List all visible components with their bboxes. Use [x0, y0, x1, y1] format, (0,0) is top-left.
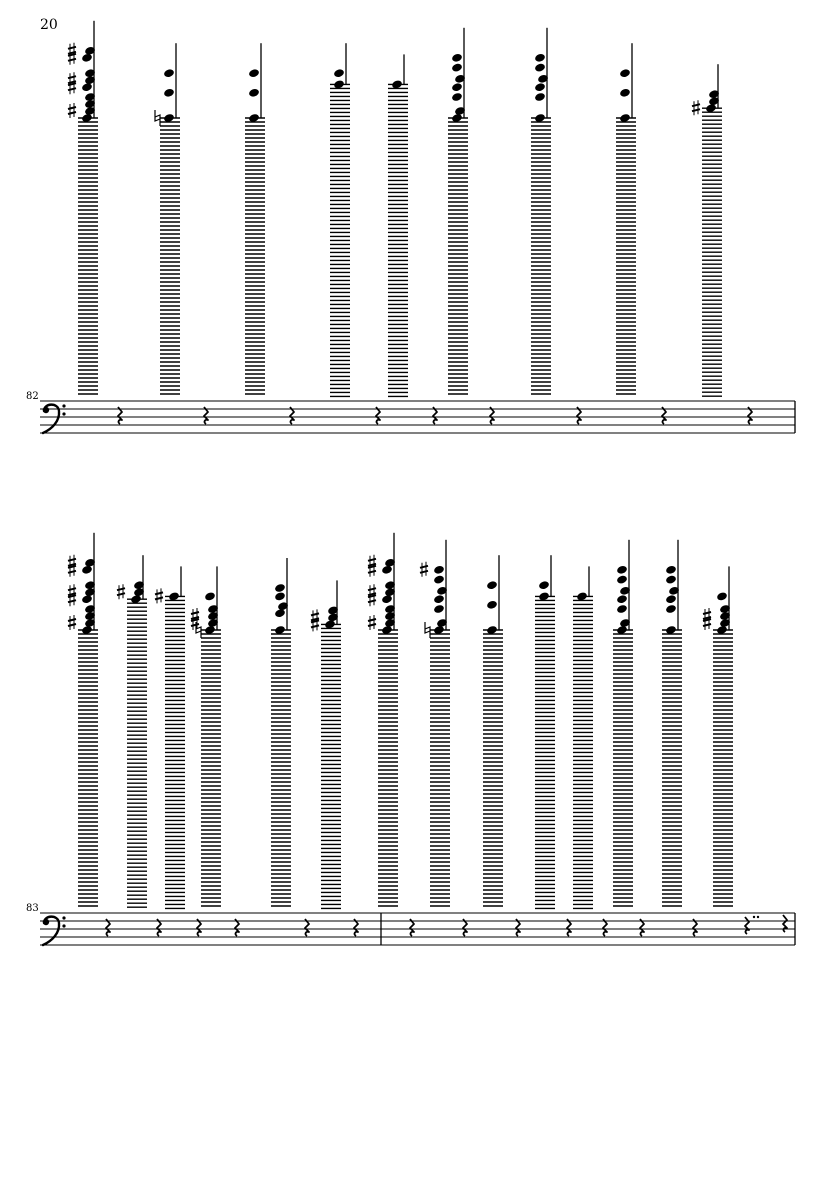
notehead [538, 580, 550, 590]
notehead [716, 591, 728, 601]
notehead [616, 604, 628, 614]
notehead [665, 565, 677, 575]
quarter-rest [640, 919, 644, 936]
sharp-sign [368, 600, 376, 602]
sharp-sign [420, 571, 428, 573]
notehead [619, 88, 631, 98]
notehead [433, 575, 445, 585]
sharp-sign [191, 624, 199, 626]
notehead [81, 594, 93, 604]
notehead [534, 82, 546, 92]
notehead [381, 565, 393, 575]
bass-clef-dot [62, 924, 65, 927]
measure-number-83: 83 [26, 903, 39, 914]
notehead [274, 583, 286, 593]
notehead [81, 565, 93, 575]
quarter-rest [693, 919, 697, 936]
notehead [451, 82, 463, 92]
quarter-rest [567, 919, 571, 936]
sharp-sign [68, 47, 76, 49]
bass-clef-dot [62, 404, 65, 407]
sharp-sign [68, 59, 76, 61]
sharp-sign [68, 559, 76, 561]
notehead [433, 594, 445, 604]
notehead [433, 604, 445, 614]
notehead [163, 88, 175, 98]
sharp-sign [117, 593, 125, 595]
quarter-rest [106, 919, 110, 936]
notehead [619, 68, 631, 78]
notehead [274, 608, 286, 618]
quarter-rest [516, 919, 520, 936]
sharp-sign [368, 624, 376, 626]
system-1 [40, 21, 795, 433]
notehead [433, 565, 445, 575]
notehead [274, 591, 286, 601]
sharp-sign [311, 613, 319, 615]
quarter-rest [290, 407, 294, 424]
quarter-rest [204, 407, 208, 424]
quarter-rest [235, 919, 239, 936]
sharp-sign [191, 612, 199, 614]
sharp-sign [68, 107, 76, 109]
quarter-rest [463, 919, 467, 936]
sharp-sign [68, 88, 76, 90]
notehead [534, 53, 546, 63]
sharp-sign [68, 571, 76, 573]
sharp-sign [68, 112, 76, 114]
notehead [534, 92, 546, 102]
sharp-sign [68, 588, 76, 590]
notehead [163, 68, 175, 78]
notehead [665, 604, 677, 614]
notehead [381, 594, 393, 604]
sharp-sign [703, 624, 711, 626]
notehead [486, 580, 498, 590]
sharp-sign [68, 76, 76, 78]
sharp-sign [420, 566, 428, 568]
quarter-rest [433, 407, 437, 424]
bass-clef-dot [43, 407, 49, 413]
quarter-rest [603, 919, 607, 936]
sharp-sign [311, 625, 319, 627]
notehead [451, 92, 463, 102]
bass-clef-dot [43, 919, 49, 925]
bass-clef-dot [62, 916, 65, 919]
sharp-sign [155, 592, 163, 594]
notehead [534, 63, 546, 73]
notehead [451, 63, 463, 73]
notehead [616, 565, 628, 575]
system-2 [40, 533, 795, 945]
notehead [248, 68, 260, 78]
notehead [333, 68, 345, 78]
quarter-rest [157, 919, 161, 936]
notehead [81, 53, 93, 63]
notehead [665, 594, 677, 604]
sharp-sign [68, 619, 76, 621]
measure-number-82: 82 [26, 391, 39, 402]
quarter-rest [305, 919, 309, 936]
quarter-rest [490, 407, 494, 424]
sharp-sign [368, 588, 376, 590]
sharp-sign [703, 612, 711, 614]
notehead [451, 53, 463, 63]
augmentation-dot [753, 916, 755, 918]
sharp-sign [155, 597, 163, 599]
sharp-sign [368, 559, 376, 561]
quarter-rest [118, 407, 122, 424]
notehead [616, 575, 628, 585]
sharp-sign [368, 571, 376, 573]
page-number: 20 [40, 17, 58, 33]
notehead [204, 591, 216, 601]
augmentation-dot [757, 916, 759, 918]
sharp-sign [68, 600, 76, 602]
notehead [665, 575, 677, 585]
notehead [616, 594, 628, 604]
sharp-sign [368, 619, 376, 621]
quarter-rest [748, 407, 752, 424]
sharp-sign [692, 104, 700, 106]
quarter-rest [197, 919, 201, 936]
notehead [248, 88, 260, 98]
quarter-rest [577, 407, 581, 424]
sharp-sign [692, 109, 700, 111]
quarter-rest [662, 407, 666, 424]
sharp-sign [117, 588, 125, 590]
notehead [486, 600, 498, 610]
bass-clef-dot [62, 412, 65, 415]
quarter-rest [376, 407, 380, 424]
sharp-sign [68, 624, 76, 626]
notehead [81, 82, 93, 92]
quarter-rest [354, 919, 358, 936]
quarter-rest [410, 919, 414, 936]
quarter-rest [745, 917, 749, 934]
